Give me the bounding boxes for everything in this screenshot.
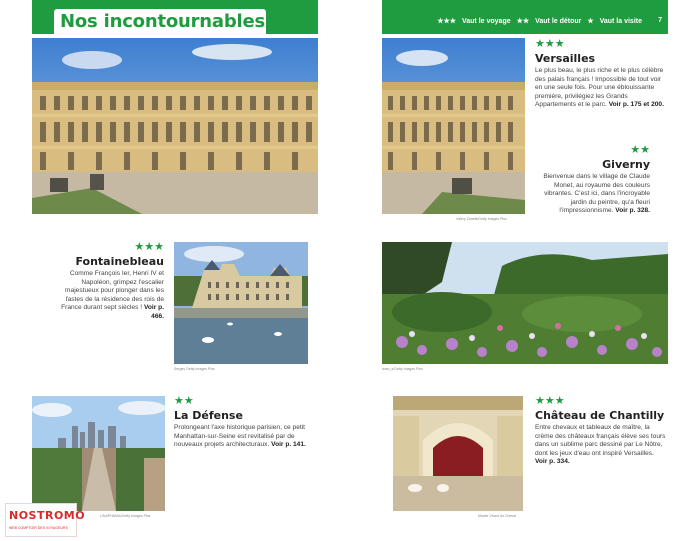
defense-stars: ★★ bbox=[174, 395, 194, 407]
giverny-credit: ianto_s/Getty Images Plus bbox=[382, 367, 423, 371]
defense-ref: Voir p. 141. bbox=[271, 441, 306, 449]
versailles-photo-right bbox=[382, 38, 525, 214]
versailles-ref: Voir p. 175 et 200. bbox=[608, 101, 664, 109]
versailles-credit: Valéry Zanetti/Getty Images Plus bbox=[456, 217, 507, 221]
defense-title: La Défense bbox=[174, 409, 243, 422]
fontainebleau-title: Fontainebleau bbox=[75, 255, 164, 268]
giverny-ref: Voir p. 328. bbox=[615, 207, 650, 215]
chantilly-credit: Musée Vivant du Cheval bbox=[478, 514, 516, 518]
defense-text: Prolongeant l'axe historique parisien, ce petit Manhattan-sur-Seine est revitalisé par de nouveaux projets architecturaux. Voir p. 141. bbox=[174, 424, 306, 449]
versailles-title: Versailles bbox=[535, 52, 596, 65]
fontainebleau-ref: Voir p. 466. bbox=[143, 304, 164, 320]
header-bar-left bbox=[32, 0, 318, 34]
chantilly-title: Château de Chantilly bbox=[535, 409, 665, 422]
fontainebleau-stars: ★★★ bbox=[134, 241, 164, 253]
fontainebleau-credit: Sergey Getty Images Plus bbox=[174, 367, 215, 371]
chantilly-photo bbox=[393, 396, 523, 511]
giverny-title: Giverny bbox=[602, 158, 650, 171]
chantilly-text: Entre chevaux et tableaux de maître, la crème des châteaux français élève ses tours dans un sublime parc dessiné par Le Nôtre, dont les jeux d'eau ont inspiré Versailles. Voir p. 334. bbox=[535, 424, 666, 466]
title-tab bbox=[54, 9, 266, 34]
versailles-text: Le plus beau, le plus riche et le plus célèbre des palais français ! Impossible de tout voir en une seule fois. Pour une éblouissante première, privilégiez les Grands Appartements et le parc. Voir p. 175 et 200. bbox=[535, 67, 664, 109]
chantilly-ref: Voir p. 334. bbox=[535, 458, 570, 466]
logo-tagline: WEB COMPTOIR DES VOYAGEURS bbox=[9, 526, 68, 530]
nostromo-logo bbox=[5, 503, 86, 537]
star-legend: ★★★ Vaut le voyage ★★ Vaut le détour ★ Vaut la visite bbox=[437, 18, 642, 25]
logo-name: NOSTROMO bbox=[9, 509, 86, 522]
giverny-photo bbox=[382, 242, 668, 364]
giverny-text: Bienvenue dans le village de Claude Monet, au royaume des couleurs vibrantes. C'est ici, dans l'incroyable jardin du peintre, qu'a fleuri l'impressionnisme. Voir p. 328. bbox=[543, 173, 650, 215]
page-number: 7 bbox=[658, 17, 662, 24]
header-bar-right bbox=[382, 0, 668, 34]
giverny-stars: ★★ bbox=[630, 144, 650, 156]
page-title: Nos incontournables bbox=[60, 11, 266, 32]
chantilly-stars: ★★★ bbox=[535, 395, 565, 407]
defense-photo bbox=[32, 396, 165, 511]
fontainebleau-text: Comme François Ier, Henri IV et Napoléon, grimpez l'escalier majestueux pour plonger dans les fastes de la résidence des rois de France durant sept siècles ! Voir p. 466. bbox=[61, 270, 164, 320]
versailles-photo bbox=[32, 38, 318, 214]
defense-credit: LINAPHANIA/Getty Images Plus bbox=[100, 514, 151, 518]
versailles-stars: ★★★ bbox=[535, 38, 565, 50]
fontainebleau-photo bbox=[174, 242, 308, 364]
